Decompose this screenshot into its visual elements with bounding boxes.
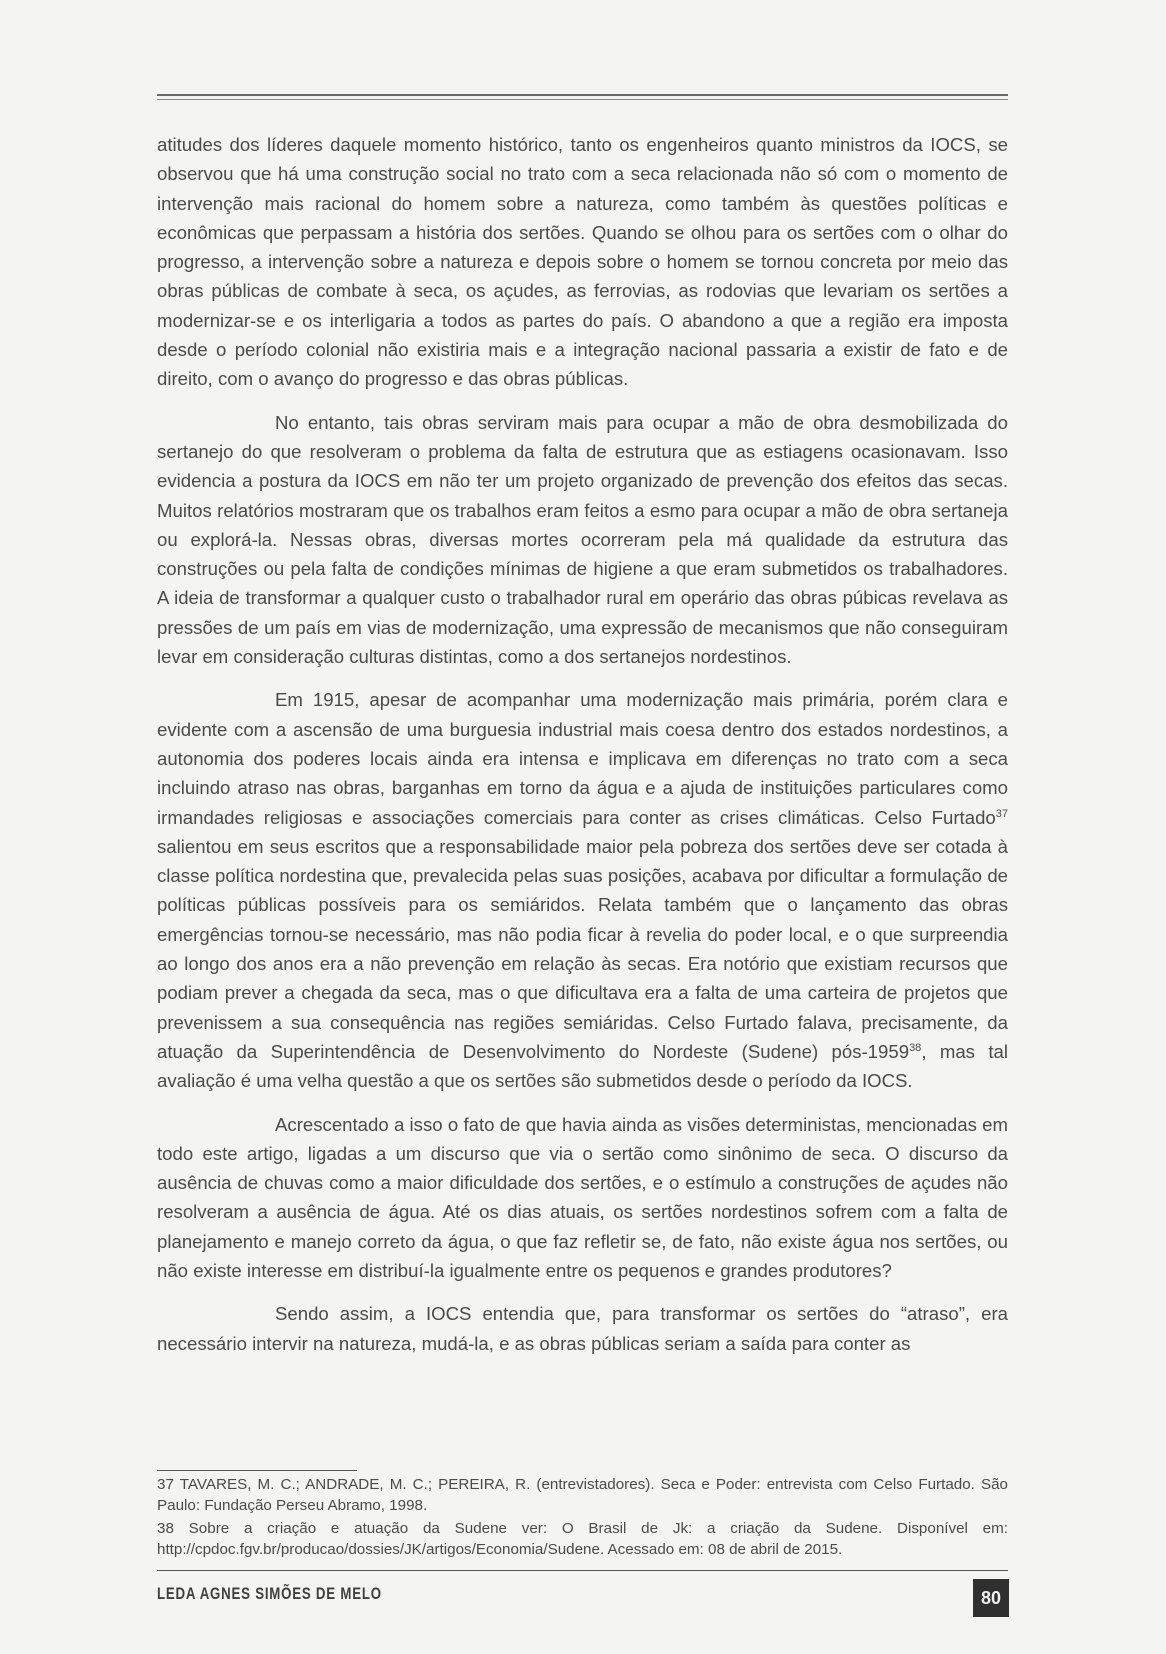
paragraph-text: Em 1915, apesar de acompanhar uma modernização mais primária, porém clara e evidente com a ascensão de uma burguesia industrial mais coesa dentro dos estados nordestinos, a autonomia dos poderes locais ainda era intensa e implicava em diferenças no trato com a seca incluindo atraso nas obras, barganhas em torno da água e a ajuda de instituições particulares como irmandades religiosas e associações comerciais para conter as crises climáticas. Celso Furtado: [157, 689, 1008, 828]
header-rule-thin: [157, 99, 1008, 100]
paragraph-text: salientou em seus escritos que a responsabilidade maior pela pobreza dos sertões deve ser cotada à classe política nordestina que, prevalecida pelas suas posições, acabava por dificultar a formulação de políticas públicas possíveis para os semiáridos. Relata também que o lançamento das obras emergências tornou-se necessário, mas não podia ficar à revelia do poder local, e o que surpreendia ao longo dos anos era a não prevenção em relação às secas. Era notório que existiam recursos que podiam prever a chegada da seca, mas o que dificultava era a falta de uma carteira de projetos que prevenissem a sua consequência nas regiões semiáridas. Celso Furtado falava, precisamente, da atuação da Superintendência de Desenvolvimento do Nordeste (Sudene) pós-1959: [157, 835, 1008, 1062]
footnote-ref-37: 37: [995, 807, 1008, 820]
page-number: 80: [973, 1579, 1009, 1617]
body-text: [157, 130, 1008, 1358]
paragraph: No entanto, tais obras serviram mais para ocupar a mão de obra desmobilizada do sertanejo do que resolveram o problema da falta de estrutura que as estiagens ocasionavam. Isso evidencia a postura da IOCS em não ter um projeto organizado de prevenção dos efeitos das secas. Muitos relatórios mostraram que os trabalhos eram feitos a esmo para ocupar a mão de obra sertaneja ou explorá-la. Nessas obras, diversas mortes ocorreram pela má qualidade da estrutura das construções ou pela falta de condições mínimas de higiene a que eram submetidos os trabalhadores. A ideia de transformar a qualquer custo o trabalhador rural em operário das obras púbicas revelava as pressões de um país em vias de modernização, uma expressão de mecanismos que não conseguiram levar em consideração culturas distintas, como a dos sertanejos nordestinos.: [157, 411, 1008, 668]
paragraph: atitudes dos líderes daquele momento histórico, tanto os engenheiros quanto ministros da IOCS, se observou que há uma construção social no trato com a seca relacionada não só com o momento de intervenção mais racional do homem sobre a natureza, como também às questões políticas e econômicas que perpassam a história dos sertões. Quando se olhou para os sertões com o olhar do progresso, a intervenção sobre a natureza e depois sobre o homem se tornou concreta por meio das obras públicas de combate à seca, os açudes, as ferrovias, as rodovias que levariam os sertões a modernizar-se e os interligaria a todos as partes do país. O abandono a que a região era imposta desde o período colonial não existiria mais e a integração nacional passaria a existir de fato e de direito, com o avanço do progresso e das obras públicas.: [157, 134, 1008, 390]
paragraph: [157, 685, 1008, 1095]
footnote-separator: [157, 1470, 357, 1471]
footnotes: [157, 1474, 1008, 1562]
author-name: LEDA AGNES SIMÕES DE MELO: [157, 1584, 382, 1603]
footer-rule: [157, 1570, 1008, 1571]
footnote-38: 38 Sobre a criação e atuação da Sudene ver: O Brasil de Jk: a criação da Sudene. Disponível em: http://cpdoc.fgv.br/producao/dossies/JK/artigos/Economia/Sudene. Acessado em: 08 de abril de 2015.: [157, 1520, 1008, 1558]
header-rule: [157, 94, 1008, 96]
paragraph-text: , mas tal avaliação é uma velha questão a que os sertões são submetidos desde o período da IOCS.: [157, 1040, 1008, 1092]
footnote-ref-38: 38: [909, 1041, 922, 1054]
footnote-37: 37 TAVARES, M. C.; ANDRADE, M. C.; PEREIRA, R. (entrevistadores). Seca e Poder: entrevista com Celso Furtado. São Paulo: Fundação Perseu Abramo, 1998.: [157, 1476, 1008, 1514]
paragraph: Sendo assim, a IOCS entendia que, para transformar os sertões do “atraso”, era necessário intervir na natureza, mudá-la, e as obras públicas seriam a saída para conter as: [157, 1303, 1008, 1354]
paragraph: Acrescentado a isso o fato de que havia ainda as visões deterministas, mencionadas em todo este artigo, ligadas a um discurso que via o sertão como sinônimo de seca. O discurso da ausência de chuvas como a maior dificuldade dos sertões, e o estímulo a construções de açudes não resolveram a ausência de água. Até os dias atuais, os sertões nordestinos sofrem com a falta de planejamento e manejo correto da água, o que faz refletir se, de fato, não existe água nos sertões, ou não existe interesse em distribuí-la igualmente entre os pequenos e grandes produtores?: [157, 1113, 1008, 1281]
